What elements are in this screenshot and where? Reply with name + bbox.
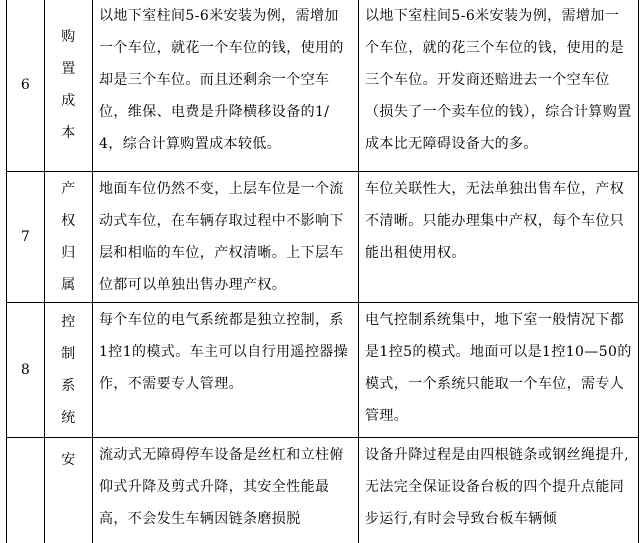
item-char: 归	[61, 245, 76, 261]
row-item-label	[45, 172, 93, 303]
item-char: 置	[61, 61, 76, 77]
item-char: 本	[61, 125, 76, 141]
comparison-table	[6, 0, 639, 543]
item-char: 制	[61, 346, 76, 362]
cell-lift-type: 车位关联性大，无法单独出售车位，产权不清晰。只能办理集中产权，每个车位只能出租使用权。	[359, 172, 639, 303]
table-row	[7, 0, 639, 172]
table-row	[7, 172, 639, 303]
cell-flow-type: 地面车位仍然不变，上层车位是一个流动式车位，在车辆存取过程中不影响下层和相临的车位，产权清晰。上下层车位都可以单独出售办理产权。	[93, 172, 359, 303]
item-char: 安	[61, 452, 76, 468]
table-row	[7, 438, 639, 543]
cell-lift-type: 设备升降过程是由四根链条或钢丝绳提升,无法完全保证设备台板的四个提升点能同步运行,有时会导致台板车辆倾	[359, 438, 639, 543]
item-char: 属	[61, 277, 76, 293]
row-number	[7, 438, 45, 543]
row-number: 8	[7, 303, 45, 438]
cell-flow-type: 流动式无障碍停车设备是丝杠和立柱俯仰式升降及剪式升降，其安全性能最高，不会发生车辆因链条磨损脱	[93, 438, 359, 543]
row-number: 7	[7, 172, 45, 303]
cell-lift-type: 电气控制系统集中，地下室一般情况下都是1控5的模式。地面可以是1控10—50的模式，一个系统只能取一个车位，需专人管理。	[359, 303, 639, 438]
table-row	[7, 303, 639, 438]
item-char: 权	[61, 213, 76, 229]
cell-flow-type: 每个车位的电气系统都是独立控制，系1控1的模式。车主可以自行用遥控器操作，不需要专人管理。	[93, 303, 359, 438]
item-char: 系	[61, 378, 76, 394]
row-item-label	[45, 303, 93, 438]
item-char: 控	[61, 314, 76, 330]
cell-flow-type: 以地下室柱间5-6米安装为例，需增加一个车位，就花一个车位的钱，使用的却是三个车位。而且还剩余一个空车位，维保、电费是升降横移设备的1/4，综合计算购置成本较低。	[93, 0, 359, 172]
row-item-label	[45, 438, 93, 543]
item-char: 购	[61, 29, 76, 45]
item-char: 成	[61, 93, 76, 109]
item-char: 统	[61, 410, 76, 426]
item-char: 产	[61, 181, 76, 197]
row-item-label	[45, 0, 93, 172]
row-number: 6	[7, 0, 45, 172]
cell-lift-type: 以地下室柱间5-6米安装为例，需增加一个车位，就的花三个车位的钱，使用的是三个车位。开发商还赔进去一个空车位（损失了一个卖车位的钱），综合计算购置成本比无障碍设备大的多。	[359, 0, 639, 172]
